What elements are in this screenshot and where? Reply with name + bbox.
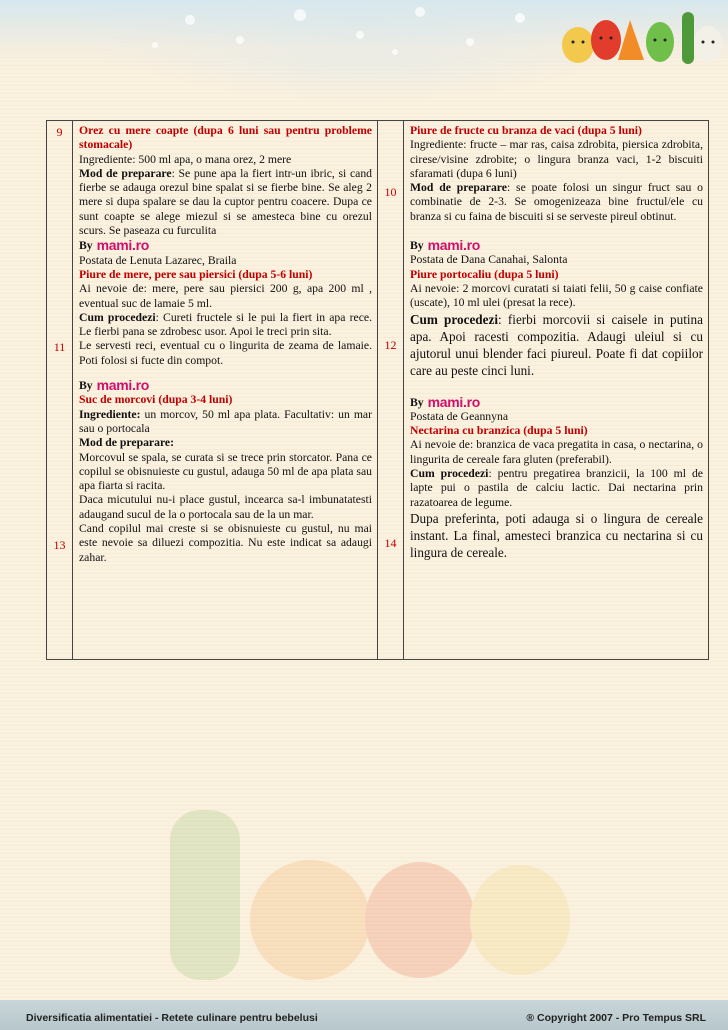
method-label: Mod de preparare: [79,436,175,450]
recipe-title: Piure de fructe cu branza de vaci (dupa 5 luni) [410,124,642,137]
recipe-14 [410,410,703,561]
recipe-10 [410,121,703,253]
method-label: Cum procedezi [410,467,489,481]
recipe-ingredients: Ai nevoie de: mere, pere sau piersici 200 g, apa 200 ml , eventual suc de lamaie 5 ml. [79,282,372,310]
recipe-number-10: 10 [384,185,397,199]
method-label: Cum procedezi [410,311,499,327]
vegetables-decoration-icon [548,0,728,75]
footer-title: Diversificatia alimentatiei - Retete culinare pentru bebelusi [26,1012,318,1024]
recipe-ingredients: Ingrediente: 500 ml apa, o mana orez, 2 mere [79,152,292,166]
left-recipes-column [73,121,378,660]
recipe-author: Postata de Geannyna [410,409,509,423]
by-label: By [79,379,93,393]
mami-logo-icon: mami.ro [427,393,481,410]
method-text: Morcovul se spala, se curata si se trece prin storcator. Pana ce copilul se obisnuieste cu gustul, adauga 50 ml de apa plata sau apa fiarta si racita. [79,450,372,493]
recipe-extra: Dupa preferinta, poti adauga si o lingura de cereale instant. La final, amesteci branzica cu nectarina si cu lingura de cereale. [410,510,703,560]
right-number-column [378,121,404,660]
faded-vegetables-watermark-icon [150,770,590,990]
mami-logo-icon: mami.ro [96,377,150,394]
recipe-number-12: 12 [384,338,397,352]
recipe-title: Nectarina cu branzica (dupa 5 luni) [410,424,588,438]
recipe-author: Postata de Lenuta Lazarec, Braila [79,253,237,267]
by-label: By [410,395,424,409]
by-label: By [410,239,424,253]
left-number-column [47,121,73,660]
recipe-13 [79,393,372,565]
recipe-ingredients: Ai nevoie de: branzica de vaca pregatita in casa, o nectarina, o lingurita de cereale fara gluten (preferabil). [410,438,703,466]
method-label: Mod de preparare [79,166,172,180]
recipe-title: Piure portocaliu (dupa 5 luni) [410,267,559,281]
ingredients-text: un morcov, 50 ml apa plata. Facultativ: un mar sau o portocala [79,407,372,435]
method-text: : pentru pregatirea branzicii, la 100 ml de lapte pui o pastila de calciu lactic. Dai nectarina prin razatoarea de legume. [410,467,703,509]
recipe-9 [79,121,372,268]
method-text: : fierbi morcovii si caisele in putina apa. Apoi racesti compozitia. Adaugi uleiul si cu ajutorul unui blender faci piureul. Poate fi dat copiilor care au peste cinci luni. [410,311,703,378]
recipes-table [46,120,709,660]
recipe-extra: Daca micutului nu-i place gustul, incearca sa-l imbunatatesti adaugand sucul de la o portocala sau de la un mar. [79,493,372,521]
method-label: Cum procedezi [79,310,156,324]
footer-copyright: ® Copyright 2007 - Pro Tempus SRL [526,1012,706,1024]
right-recipes-column [404,121,709,660]
by-label: By [79,239,93,253]
recipe-ingredients: Ai nevoie: 2 morcovi curatati si taiati felii, 50 g caise confiate (uscate), 10 ml ulei (presat la rece). [410,281,703,310]
recipe-title: Orez cu mere coapte (dupa 6 luni sau pentru probleme stomacale) [79,124,372,152]
method-text: : Se pune apa la fiert intr-un ibric, si cand fierbe se adauga orezul bine spalat si se fierbe bine. Se aleg 2 mere si dupa spalare se dau la cuptor pentru coacere. Dupa ce sunt coapte se alege miezul si se amesteca bine cu orezul scurs. Se paseaza cu furculita [79,166,373,238]
method-label: Mod de preparare [410,181,507,195]
method-text: : Cureti fructele si le pui la fiert in apa rece. Le fierbi pana se zdrobesc usor. Apoi le treci prin sita. [79,310,372,339]
method-text: : se poate folosi un singur fruct sau o combinatie de 2-3. Se omogenizeaza bine fructul/ele cu branza si cu faina de biscuiti si se serveste pireul obtinut. [410,181,703,223]
recipe-number-9: 9 [56,125,63,139]
ingredients-label: Ingrediente: [79,407,141,421]
recipe-title: Piure de mere, pere sau piersici (dupa 5-6 luni) [79,267,313,281]
recipe-author: Postata de Dana Canahai, Salonta [410,253,568,267]
recipe-extra: Cand copilul mai creste si se obisnuieste cu gustul, nu mai este nevoie sa diluezi compozitia. Nu este indicat sa adaugi zahar. [79,522,372,564]
recipe-11 [79,268,372,393]
recipe-12 [410,253,703,409]
mami-logo-icon: mami.ro [96,237,150,254]
recipe-number-14: 14 [384,536,397,550]
recipe-number-13: 13 [53,538,66,552]
recipe-ingredients: Ingrediente: fructe – mar ras, caisa zdrobita, piersica zdrobita, cirese/visine zdrobite; o lingura branza vaci, 1-2 biscuiti sfaramati (dupa 6 luni) [410,138,703,180]
recipe-title: Suc de morcovi (dupa 3-4 luni) [79,393,233,407]
recipe-extra: Le servesti reci, eventual cu o lingurita de zeama de lamaie. Poti folosi si fucte din compot. [79,339,372,367]
mami-logo-icon: mami.ro [427,237,481,254]
recipe-number-11: 11 [53,340,66,354]
